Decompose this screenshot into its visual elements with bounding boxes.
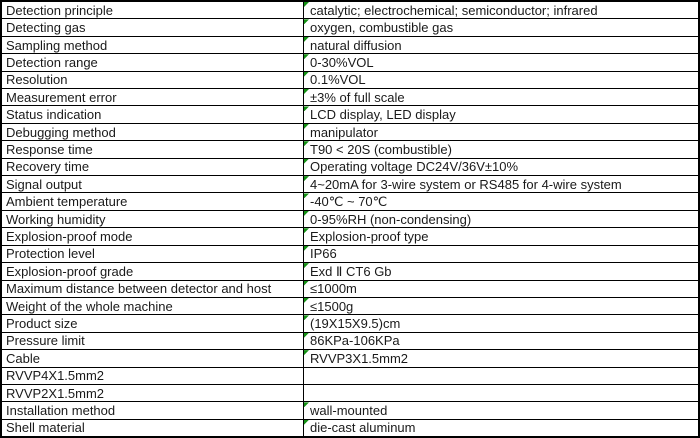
table-row [2, 228, 698, 245]
spec-value-cell[interactable] [304, 350, 698, 366]
table-row [2, 54, 698, 71]
spec-label: Pressure limit [6, 333, 85, 349]
spec-value-cell[interactable] [304, 2, 698, 18]
error-indicator-icon [304, 141, 309, 146]
spec-value-cell[interactable] [304, 89, 698, 105]
spec-value: manipulator [310, 124, 378, 140]
spec-value: LCD display, LED display [310, 107, 456, 123]
spec-label-cell[interactable] [2, 159, 304, 175]
spec-label-cell[interactable] [2, 315, 304, 331]
error-indicator-icon [304, 298, 309, 303]
error-indicator-icon [304, 54, 309, 59]
error-indicator-icon [304, 176, 309, 181]
spec-label: Shell material [6, 420, 85, 436]
spec-label-cell[interactable] [2, 402, 304, 418]
spec-value: wall-mounted [310, 403, 388, 419]
table-row [2, 420, 698, 436]
spec-label: RVVP2X1.5mm2 [6, 385, 105, 401]
error-indicator-icon [304, 211, 309, 216]
spec-label: RVVP4X1.5mm2 [6, 368, 105, 384]
spec-value-cell[interactable] [304, 72, 698, 88]
spec-label-cell[interactable] [2, 263, 304, 279]
table-row [2, 211, 698, 228]
spec-value: IP66 [310, 246, 337, 262]
spec-label-cell[interactable] [2, 246, 304, 262]
spec-value: natural diffusion [310, 37, 402, 53]
spec-value-cell[interactable] [304, 402, 698, 418]
spec-label-cell[interactable] [2, 281, 304, 297]
spec-label-cell[interactable] [2, 368, 304, 384]
spec-label-cell[interactable] [2, 385, 304, 401]
spec-value: 0-30%VOL [310, 54, 374, 70]
spec-value: ≤1000m [310, 281, 357, 297]
spec-label-cell[interactable] [2, 420, 304, 436]
table-row [2, 385, 698, 402]
spec-label-cell[interactable] [2, 89, 304, 105]
spec-value-cell[interactable] [304, 368, 698, 384]
spec-label: Installation method [6, 403, 116, 419]
spec-value: Explosion-proof type [310, 228, 429, 244]
spec-label-cell[interactable] [2, 333, 304, 349]
table-row [2, 2, 698, 19]
spec-value-cell[interactable] [304, 176, 698, 192]
error-indicator-icon [304, 19, 309, 24]
spec-label: Debugging method [6, 124, 116, 140]
spec-value-cell[interactable] [304, 141, 698, 157]
spec-value: 0-95%RH (non-condensing) [310, 211, 472, 227]
table-row [2, 159, 698, 176]
spec-value-cell[interactable] [304, 263, 698, 279]
spec-value: 4~20mA for 3-wire system or RS485 for 4-wire system [310, 176, 622, 192]
spec-value: (19X15X9.5)cm [310, 316, 401, 332]
spec-value: 0.1%VOL [310, 72, 366, 88]
spec-value-cell[interactable] [304, 211, 698, 227]
spec-label-cell[interactable] [2, 72, 304, 88]
error-indicator-icon [304, 159, 309, 164]
spec-label: Maximum distance between detector and host [6, 281, 272, 297]
spec-value: 86KPa-106KPa [310, 333, 400, 349]
spec-label-cell[interactable] [2, 228, 304, 244]
spec-value: ±3% of full scale [310, 89, 405, 105]
spec-label-cell[interactable] [2, 298, 304, 314]
spec-value-cell[interactable] [304, 333, 698, 349]
error-indicator-icon [304, 89, 309, 94]
spec-value-cell[interactable] [304, 281, 698, 297]
table-row [2, 37, 698, 54]
spec-value-cell[interactable] [304, 385, 698, 401]
spec-label-cell[interactable] [2, 176, 304, 192]
spec-value-cell[interactable] [304, 159, 698, 175]
table-row [2, 263, 698, 280]
spec-label: Sampling method [6, 37, 108, 53]
spec-label: Protection level [6, 246, 95, 262]
spec-value-cell[interactable] [304, 19, 698, 35]
spec-label-cell[interactable] [2, 211, 304, 227]
table-row [2, 106, 698, 123]
spec-value-cell[interactable] [304, 37, 698, 53]
table-row [2, 333, 698, 350]
spec-value-cell[interactable] [304, 246, 698, 262]
table-row [2, 368, 698, 385]
error-indicator-icon [304, 402, 309, 407]
spec-value: RVVP3X1.5mm2 [310, 350, 409, 366]
spec-label-cell[interactable] [2, 106, 304, 122]
spec-label: Detection principle [6, 2, 113, 18]
spec-label: Weight of the whole machine [6, 298, 173, 314]
error-indicator-icon [304, 315, 309, 320]
table-row [2, 141, 698, 158]
error-indicator-icon [304, 246, 309, 251]
table-row [2, 176, 698, 193]
spec-value: T90 < 20S (combustible) [310, 141, 452, 157]
spec-label: Signal output [6, 176, 82, 192]
table-row [2, 19, 698, 36]
spec-label: Ambient temperature [6, 194, 128, 210]
error-indicator-icon [304, 2, 309, 7]
table-row [2, 72, 698, 89]
error-indicator-icon [304, 193, 309, 198]
table-row [2, 89, 698, 106]
error-indicator-icon [304, 263, 309, 268]
table-row [2, 402, 698, 419]
spec-value-cell[interactable] [304, 124, 698, 140]
spec-value-cell[interactable] [304, 228, 698, 244]
table-row [2, 350, 698, 367]
error-indicator-icon [304, 106, 309, 111]
spec-value: ≤1500g [310, 298, 354, 314]
table-row [2, 124, 698, 141]
spec-value: catalytic; electrochemical; semiconductor; infrared [310, 2, 598, 18]
spec-label-cell[interactable] [2, 141, 304, 157]
spec-label: Product size [6, 316, 78, 332]
spec-label: Resolution [6, 72, 68, 88]
error-indicator-icon [304, 350, 309, 355]
spec-label: Working humidity [6, 211, 106, 227]
spec-value: die-cast aluminum [310, 420, 416, 436]
spec-label: Detection range [6, 54, 98, 70]
spec-label: Detecting gas [6, 20, 86, 36]
spec-label-cell[interactable] [2, 193, 304, 209]
spec-label-cell[interactable] [2, 19, 304, 35]
error-indicator-icon [304, 228, 309, 233]
spec-label-cell[interactable] [2, 350, 304, 366]
table-row [2, 193, 698, 210]
spec-label: Measurement error [6, 89, 117, 105]
spec-value-cell[interactable] [304, 298, 698, 314]
table-row [2, 298, 698, 315]
table-row [2, 315, 698, 332]
spec-label-cell[interactable] [2, 37, 304, 53]
error-indicator-icon [304, 420, 309, 425]
spec-value: -40℃ ~ 70℃ [310, 194, 388, 210]
spec-label: Response time [6, 141, 93, 157]
spec-value-cell[interactable] [304, 106, 698, 122]
spec-label: Status indication [6, 107, 102, 123]
spec-label: Explosion-proof grade [6, 263, 134, 279]
error-indicator-icon [304, 72, 309, 77]
spec-label-cell[interactable] [2, 2, 304, 18]
spec-label: Recovery time [6, 159, 90, 175]
spec-value: Exd Ⅱ CT6 Gb [310, 263, 392, 279]
error-indicator-icon [304, 124, 309, 129]
spec-value: Operating voltage DC24V/36V±10% [310, 159, 519, 175]
spec-value: oxygen, combustible gas [310, 20, 454, 36]
spec-label: Cable [6, 350, 40, 366]
spec-value-cell[interactable] [304, 315, 698, 331]
spec-value-cell[interactable] [304, 54, 698, 70]
error-indicator-icon [304, 333, 309, 338]
spec-value-cell[interactable] [304, 420, 698, 436]
spec-label: Explosion-proof mode [6, 228, 133, 244]
error-indicator-icon [304, 281, 309, 286]
table-row [2, 281, 698, 298]
error-indicator-icon [304, 37, 309, 42]
spec-label-cell[interactable] [2, 124, 304, 140]
table-row [2, 246, 698, 263]
spec-label-cell[interactable] [2, 54, 304, 70]
spec-value-cell[interactable] [304, 193, 698, 209]
